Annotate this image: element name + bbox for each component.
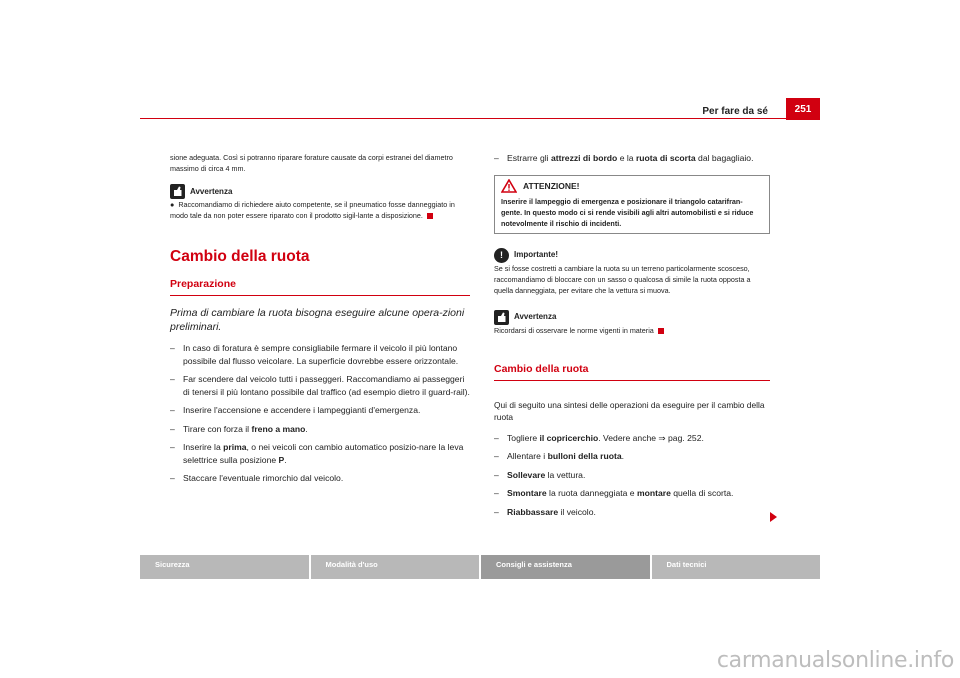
end-mark-icon: [658, 328, 664, 334]
exclamation-icon: !: [494, 248, 509, 263]
note-text: [494, 325, 770, 336]
page-header-title: Per fare da sé: [702, 106, 768, 117]
summary-text: Qui di seguito una sintesi delle operazioni da eseguire per il cambio della ruota: [494, 399, 765, 422]
important-title: Importante!: [514, 250, 558, 259]
subsection-title-preparazione: Preparazione: [170, 277, 470, 296]
step-item: – Sollevare la vettura.: [494, 469, 586, 480]
note-heading: [494, 310, 770, 325]
section-title: Cambio della ruota: [170, 248, 310, 265]
step-item: – Smontare la ruota danneggiata e montare quella di scorta.: [494, 488, 734, 498]
attention-title: ATTENZIONE!: [523, 180, 580, 191]
note-icon: [170, 184, 185, 199]
step-item: – Far scendere dal veicolo tutti i passeggeri. Raccomandiamo ai passeggeri di tenersi il più lontano possibile dal traffico (ad esempio dietro il guard-rail).: [170, 374, 470, 397]
left-column: [170, 152, 470, 491]
note-text-body: Raccomandiamo di richiedere aiuto competente, se il pneumatico fosse danneggiato in modo tale da non poter essere riparato con il prodotto sigil-lante a disposizione.: [170, 200, 455, 220]
step-item: – Riabbassare il veicolo.: [494, 506, 596, 517]
important-heading: [494, 248, 770, 263]
step-item: – Allentare i bulloni della ruota.: [494, 451, 625, 461]
note-heading: [170, 184, 470, 199]
attention-box: [494, 175, 770, 234]
footer-tab-sicurezza[interactable]: Sicurezza: [140, 555, 309, 579]
continuation-text: sione adeguata. Così si potranno riparare forature causate da corpi estranei del diametro massimo di circa 4 mm.: [170, 153, 453, 173]
attention-text: Inserire il lampeggio di emergenza e posizionare il triangolo catarifran-gente. In questo modo ci si rende visibili agli altri automobilisti e si riduce notevolmente il rischio di incidenti.: [501, 196, 754, 228]
important-text: Se si fosse costretti a cambiare la ruota su un terreno particolarmente scosceso, raccomandiamo di bloccare con un sasso o qualcosa di simile la ruota opposta a quella danneggiata, per evitare che la vettura si muova.: [494, 263, 751, 295]
intro-text: Prima di cambiare la ruota bisogna eseguire alcune opera-zioni preliminari.: [170, 307, 465, 333]
header-rule: [140, 118, 820, 119]
footer-tab-consigli-assistenza[interactable]: Consigli e assistenza: [481, 555, 650, 579]
continue-arrow-icon[interactable]: [770, 512, 777, 522]
page-number: 251: [786, 98, 820, 120]
step-item: – Estrarre gli attrezzi di bordo e la ruota di scorta dal bagagliaio.: [494, 153, 754, 163]
note-icon: [494, 310, 509, 325]
note-title: Avvertenza: [514, 312, 557, 321]
step-item: – Inserire la prima, o nei veicoli con cambio automatico posizio-nare la leva selettrice sulla posizione P.: [170, 442, 464, 465]
footer-tab-dati-tecnici[interactable]: Dati tecnici: [652, 555, 821, 579]
note-text: [170, 199, 470, 221]
bullet-icon: ●: [170, 200, 179, 209]
note-text-body: Ricordarsi di osservare le norme vigenti in materia: [494, 325, 654, 335]
step-item: – Staccare l'eventuale rimorchio dal veicolo.: [170, 473, 344, 483]
right-column: [494, 152, 770, 524]
step-item: – Tirare con forza il freno a mano.: [170, 423, 308, 434]
end-mark-icon: [427, 213, 433, 219]
attention-heading: [501, 176, 763, 196]
step-item: – Togliere il copricerchio. Vedere anche ⇒ pag. 252.: [494, 432, 704, 443]
step-item: – Inserire l'accensione e accendere i lampeggianti d'emergenza.: [170, 405, 421, 415]
warning-triangle-icon: [501, 179, 517, 193]
note-title: Avvertenza: [190, 186, 233, 196]
watermark: carmanualsonline.info: [716, 648, 954, 673]
subsection-title-cambio: Cambio della ruota: [494, 362, 770, 381]
step-item: – In caso di foratura è sempre consigliabile fermare il veicolo il più lontano possibile dal flusso veicolare. La superficie dovrebbe essere orizzontale.: [170, 343, 459, 366]
footer-tab-modalita-uso[interactable]: Modalità d'uso: [311, 555, 480, 579]
footer-nav: [140, 555, 820, 579]
